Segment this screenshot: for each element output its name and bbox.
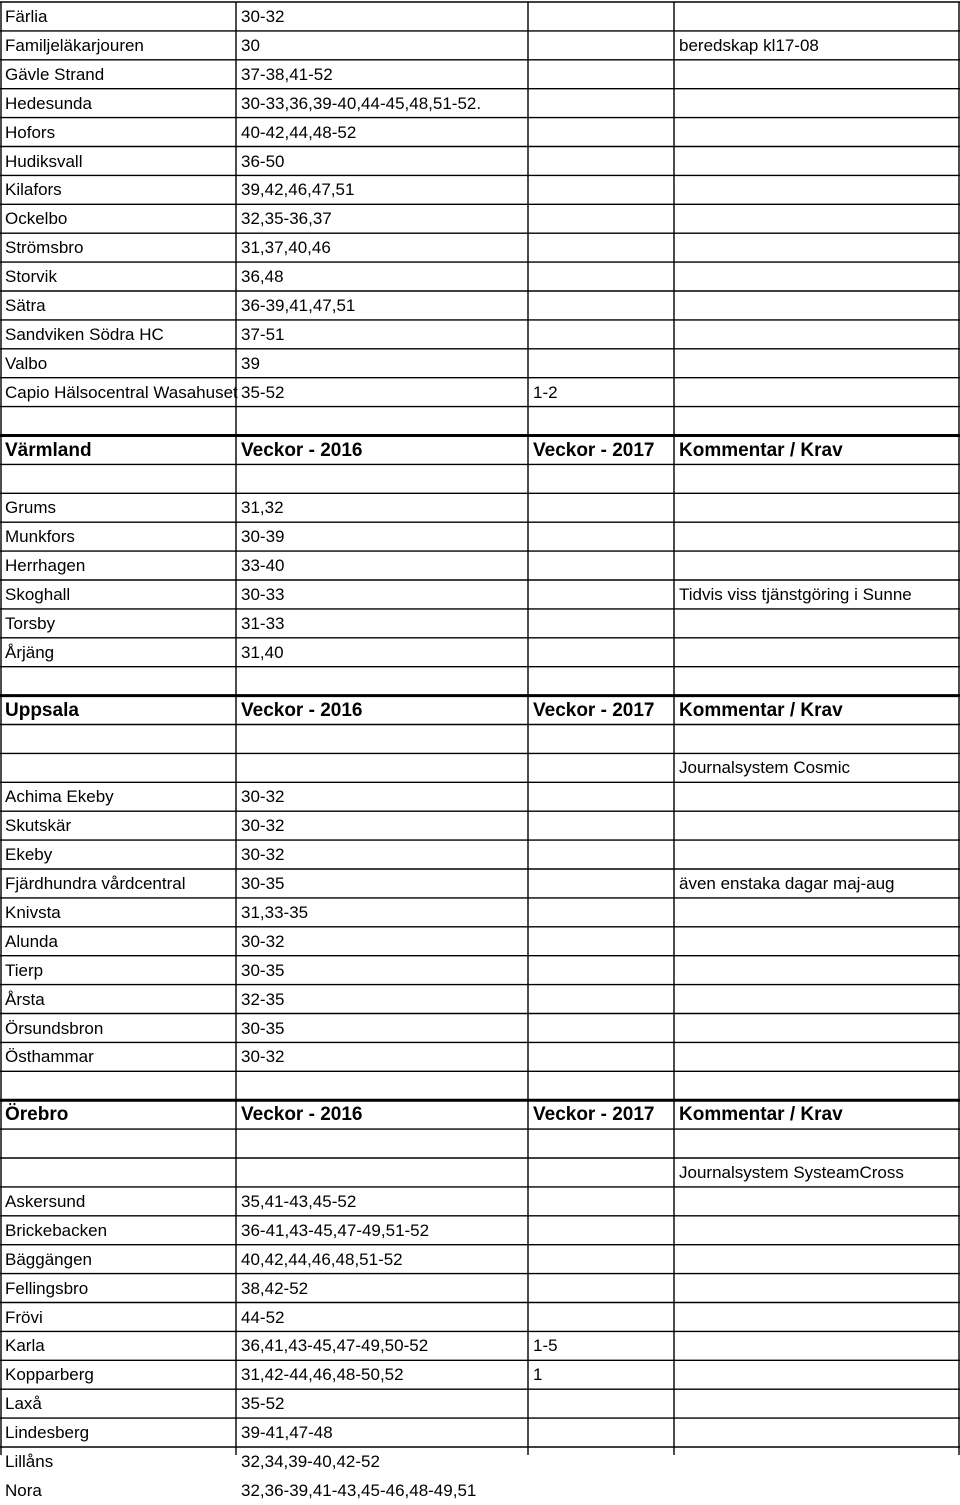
table-row bbox=[0, 262, 960, 291]
cell-location: Lillåns bbox=[5, 1452, 54, 1471]
cell-weeks-2016: 39 bbox=[241, 353, 260, 373]
table-row bbox=[0, 1187, 960, 1216]
cell-location: Sandviken Södra HC bbox=[5, 324, 164, 344]
header-comment: Kommentar / Krav bbox=[679, 699, 843, 721]
cell-weeks-2016: 30-32 bbox=[241, 1047, 285, 1067]
cell-weeks-2016 bbox=[236, 1158, 528, 1187]
table-row bbox=[0, 898, 960, 927]
cell-weeks-2017 bbox=[528, 2, 674, 31]
cell-comment bbox=[674, 60, 960, 89]
cell-location: Knivsta bbox=[5, 902, 61, 922]
cell-weeks-2016: 30-39 bbox=[241, 527, 285, 547]
cell-weeks-2016: 36-41,43-45,47-49,51-52 bbox=[241, 1220, 430, 1240]
cell-comment bbox=[674, 378, 960, 407]
header-comment: Kommentar / Krav bbox=[679, 1104, 843, 1126]
cell-location: Brickebacken bbox=[5, 1220, 108, 1240]
cell-comment bbox=[674, 2, 960, 31]
cell-location: Bäggängen bbox=[5, 1249, 92, 1269]
cell-location: Frövi bbox=[5, 1307, 43, 1327]
cell-weeks-2016: 30-32 bbox=[241, 931, 285, 951]
cell-location: Capio Hälsocentral Wasahuset bbox=[5, 382, 238, 402]
cell-weeks-2017 bbox=[528, 493, 674, 522]
blank-row bbox=[0, 667, 960, 696]
table-row bbox=[0, 782, 960, 811]
cell-weeks-2016: 37-51 bbox=[241, 324, 285, 344]
cell-location: Storvik bbox=[5, 267, 57, 287]
table-row bbox=[0, 1014, 960, 1043]
blank-row bbox=[0, 725, 960, 754]
cell-comment bbox=[674, 1274, 960, 1303]
cell-weeks-2016: 30-32 bbox=[241, 787, 285, 807]
table-row bbox=[0, 869, 960, 898]
cell-weeks-2017 bbox=[528, 1476, 674, 1505]
cell-comment bbox=[674, 956, 960, 985]
table-row bbox=[0, 1389, 960, 1418]
cell-weeks-2017 bbox=[528, 89, 674, 118]
table-row bbox=[0, 233, 960, 262]
cell-weeks-2017 bbox=[528, 60, 674, 89]
cell-weeks-2017 bbox=[528, 291, 674, 320]
cell-weeks-2017 bbox=[528, 638, 674, 667]
table-row bbox=[0, 985, 960, 1014]
cell-location: Munkfors bbox=[5, 527, 75, 547]
cell-weeks-2016: 39,42,46,47,51 bbox=[241, 180, 355, 200]
table-row bbox=[0, 1418, 960, 1447]
cell-weeks-2016: 38,42-52 bbox=[241, 1278, 309, 1298]
table-row bbox=[0, 204, 960, 233]
table-row bbox=[0, 1476, 960, 1505]
cell-location: Ekeby bbox=[5, 845, 53, 865]
cell-weeks-2017 bbox=[528, 580, 674, 609]
cell-weeks-2017 bbox=[528, 147, 674, 176]
cell-weeks-2017 bbox=[528, 898, 674, 927]
cell-location: Östhammar bbox=[5, 1047, 94, 1067]
cell-weeks-2017 bbox=[528, 1187, 674, 1216]
cell-weeks-2017 bbox=[528, 320, 674, 349]
cell-weeks-2017 bbox=[528, 522, 674, 551]
cell-weeks-2017: 1-2 bbox=[533, 382, 558, 402]
cell-comment bbox=[674, 147, 960, 176]
table-row bbox=[0, 118, 960, 147]
cell-comment bbox=[674, 1389, 960, 1418]
header-weeks-2017: Veckor - 2017 bbox=[533, 439, 655, 461]
cell-weeks-2016: 30-35 bbox=[241, 1018, 285, 1038]
cell-weeks-2016: 36,48 bbox=[241, 267, 284, 287]
table-row bbox=[0, 493, 960, 522]
header-location: Uppsala bbox=[5, 699, 79, 721]
cell-weeks-2017 bbox=[528, 1418, 674, 1447]
table-row bbox=[0, 1274, 960, 1303]
cell-weeks-2016: 32,34,39-40,42-52 bbox=[241, 1452, 380, 1471]
cell-location: Hudiksvall bbox=[5, 151, 83, 171]
cell-comment bbox=[674, 522, 960, 551]
cell-weeks-2017 bbox=[528, 349, 674, 378]
table-row bbox=[0, 89, 960, 118]
cell-weeks-2017 bbox=[528, 262, 674, 291]
cell-location: Karla bbox=[5, 1336, 45, 1356]
cell-location bbox=[0, 1158, 236, 1187]
cell-weeks-2017 bbox=[528, 204, 674, 233]
table-row bbox=[0, 927, 960, 956]
cell-weeks-2017 bbox=[528, 1447, 674, 1476]
cell-comment bbox=[674, 1245, 960, 1274]
blank-row bbox=[0, 1071, 960, 1100]
cell-weeks-2016: 30-32 bbox=[241, 7, 285, 26]
table-row bbox=[0, 31, 960, 60]
cell-comment bbox=[674, 551, 960, 580]
cell-comment bbox=[674, 89, 960, 118]
cell-weeks-2016: 31,37,40,46 bbox=[241, 238, 331, 258]
cell-comment bbox=[674, 1476, 960, 1505]
table-row bbox=[0, 1331, 960, 1360]
cell-location: Ockelbo bbox=[5, 209, 68, 229]
blank-row bbox=[0, 407, 960, 436]
cell-weeks-2016: 30 bbox=[241, 35, 260, 55]
table-row bbox=[0, 1447, 960, 1476]
cell-weeks-2017 bbox=[528, 869, 674, 898]
cell-location: Hedesunda bbox=[5, 93, 92, 113]
table-row bbox=[0, 753, 960, 782]
cell-comment bbox=[674, 1447, 960, 1476]
cell-weeks-2016: 32,36-39,41-43,45-46,48-49,51 bbox=[241, 1480, 477, 1500]
cell-weeks-2017 bbox=[528, 175, 674, 204]
table-row bbox=[0, 638, 960, 667]
cell-location: Grums bbox=[5, 498, 56, 518]
cell-comment bbox=[674, 1418, 960, 1447]
cell-comment bbox=[674, 782, 960, 811]
cell-weeks-2016: 39-41,47-48 bbox=[241, 1423, 333, 1443]
cell-location: Alunda bbox=[5, 931, 58, 951]
cell-location: Valbo bbox=[5, 353, 48, 373]
cell-location: Skoghall bbox=[5, 585, 71, 604]
cell-comment: Journalsystem SysteamCross bbox=[679, 1163, 904, 1182]
cell-comment bbox=[674, 638, 960, 667]
cell-weeks-2016: 31,33-35 bbox=[241, 902, 309, 922]
cell-weeks-2016: 35,41-43,45-52 bbox=[241, 1191, 357, 1211]
cell-weeks-2016: 35-52 bbox=[241, 382, 285, 402]
cell-weeks-2016: 37-38,41-52 bbox=[241, 64, 333, 84]
cell-comment bbox=[674, 927, 960, 956]
cell-weeks-2016: 31,42-44,46,48-50,52 bbox=[241, 1365, 404, 1385]
cell-comment bbox=[674, 1187, 960, 1216]
cell-weeks-2017 bbox=[528, 753, 674, 782]
table-row bbox=[0, 1216, 960, 1245]
cell-weeks-2016: 31,32 bbox=[241, 498, 284, 518]
cell-weeks-2017 bbox=[528, 985, 674, 1014]
cell-comment bbox=[674, 233, 960, 262]
cell-location: Kilafors bbox=[5, 180, 62, 200]
cell-location: Skutskär bbox=[5, 816, 72, 836]
cell-comment bbox=[674, 1331, 960, 1360]
cell-weeks-2017 bbox=[528, 1303, 674, 1332]
cell-weeks-2017 bbox=[528, 840, 674, 869]
cell-comment bbox=[674, 175, 960, 204]
cell-location: Färlia bbox=[5, 7, 48, 26]
cell-comment bbox=[674, 1014, 960, 1043]
table-row bbox=[0, 2, 960, 31]
cell-location: Laxå bbox=[5, 1394, 42, 1414]
cell-weeks-2016: 30-32 bbox=[241, 816, 285, 836]
cell-comment bbox=[674, 985, 960, 1014]
table-row bbox=[0, 349, 960, 378]
cell-weeks-2016 bbox=[236, 753, 528, 782]
cell-comment bbox=[674, 204, 960, 233]
header-comment: Kommentar / Krav bbox=[679, 439, 843, 461]
cell-comment: även enstaka dagar maj-aug bbox=[679, 874, 895, 893]
header-weeks-2016: Veckor - 2016 bbox=[241, 699, 363, 721]
cell-location: Hofors bbox=[5, 122, 56, 142]
cell-comment bbox=[674, 1216, 960, 1245]
cell-location: Familjeläkarjouren bbox=[5, 35, 144, 55]
table-row bbox=[0, 840, 960, 869]
cell-weeks-2017 bbox=[528, 1216, 674, 1245]
cell-weeks-2017 bbox=[528, 811, 674, 840]
table-row bbox=[0, 1245, 960, 1274]
cell-weeks-2016: 30-33 bbox=[241, 585, 285, 604]
cell-weeks-2016: 30-35 bbox=[241, 960, 285, 980]
cell-weeks-2016: 31,40 bbox=[241, 642, 284, 662]
cell-comment bbox=[674, 609, 960, 638]
section-header-row bbox=[0, 696, 960, 725]
table-row bbox=[0, 320, 960, 349]
header-weeks-2017: Veckor - 2017 bbox=[533, 699, 655, 721]
cell-weeks-2016: 36,41,43-45,47-49,50-52 bbox=[241, 1336, 429, 1356]
cell-location: Strömsbro bbox=[5, 238, 84, 258]
cell-location: Sätra bbox=[5, 296, 46, 315]
cell-location: Achima Ekeby bbox=[5, 787, 114, 807]
cell-comment bbox=[674, 493, 960, 522]
header-location: Örebro bbox=[5, 1104, 69, 1126]
table-row bbox=[0, 580, 960, 609]
cell-weeks-2017 bbox=[528, 1274, 674, 1303]
cell-location: Kopparberg bbox=[5, 1365, 94, 1385]
cell-weeks-2017: 1-5 bbox=[533, 1336, 558, 1356]
section-header-row bbox=[0, 1100, 960, 1129]
cell-weeks-2017 bbox=[528, 956, 674, 985]
cell-comment: Journalsystem Cosmic bbox=[679, 758, 850, 778]
table-row bbox=[0, 1360, 960, 1389]
cell-weeks-2016: 32,35-36,37 bbox=[241, 209, 332, 229]
header-weeks-2016: Veckor - 2016 bbox=[241, 439, 363, 461]
cell-comment bbox=[674, 118, 960, 147]
cell-comment bbox=[674, 898, 960, 927]
section-header-row bbox=[0, 436, 960, 465]
cell-weeks-2017 bbox=[528, 927, 674, 956]
cell-comment bbox=[674, 320, 960, 349]
cell-weeks-2017 bbox=[528, 233, 674, 262]
cell-comment bbox=[674, 349, 960, 378]
header-location: Värmland bbox=[5, 439, 92, 461]
cell-comment bbox=[674, 811, 960, 840]
cell-comment bbox=[674, 840, 960, 869]
cell-weeks-2017 bbox=[528, 31, 674, 60]
cell-weeks-2016: 40-42,44,48-52 bbox=[241, 122, 357, 142]
table-row bbox=[0, 291, 960, 320]
table-row bbox=[0, 609, 960, 638]
cell-weeks-2016: 31-33 bbox=[241, 613, 285, 633]
cell-weeks-2016: 36-39,41,47,51 bbox=[241, 296, 356, 315]
cell-comment bbox=[674, 1360, 960, 1389]
cell-weeks-2017 bbox=[528, 1014, 674, 1043]
cell-weeks-2016: 40,42,44,46,48,51-52 bbox=[241, 1249, 403, 1269]
blank-row bbox=[0, 464, 960, 493]
cell-weeks-2017 bbox=[528, 609, 674, 638]
cell-location bbox=[0, 753, 236, 782]
table-row bbox=[0, 1158, 960, 1187]
cell-weeks-2017 bbox=[528, 782, 674, 811]
table-row bbox=[0, 1303, 960, 1332]
cell-comment: Tidvis viss tjänstgöring i Sunne bbox=[679, 585, 912, 604]
cell-weeks-2016: 36-50 bbox=[241, 151, 285, 171]
table-row bbox=[0, 147, 960, 176]
header-weeks-2016: Veckor - 2016 bbox=[241, 1104, 363, 1126]
cell-weeks-2017 bbox=[528, 1245, 674, 1274]
cell-location: Askersund bbox=[5, 1191, 86, 1211]
cell-comment bbox=[674, 262, 960, 291]
cell-weeks-2016: 30-32 bbox=[241, 845, 285, 865]
table-row bbox=[0, 522, 960, 551]
cell-comment: beredskap kl17-08 bbox=[679, 35, 819, 55]
cell-weeks-2017 bbox=[528, 1158, 674, 1187]
cell-weeks-2016: 33-40 bbox=[241, 556, 285, 576]
cell-weeks-2017 bbox=[528, 1389, 674, 1418]
table-row bbox=[0, 956, 960, 985]
cell-weeks-2017 bbox=[528, 551, 674, 580]
cell-location: Årsta bbox=[5, 989, 45, 1009]
cell-weeks-2016: 30-33,36,39-40,44-45,48,51-52. bbox=[241, 93, 482, 113]
table-row bbox=[0, 551, 960, 580]
cell-comment bbox=[674, 1303, 960, 1332]
blank-row bbox=[0, 1129, 960, 1158]
table-row bbox=[0, 811, 960, 840]
cell-location: Gävle Strand bbox=[5, 64, 105, 84]
table-row bbox=[0, 1042, 960, 1071]
cell-location: Tierp bbox=[5, 960, 44, 980]
cell-location: Örsundsbron bbox=[5, 1018, 104, 1038]
table-row bbox=[0, 378, 960, 407]
cell-comment bbox=[674, 291, 960, 320]
cell-location: Fjärdhundra vårdcentral bbox=[5, 874, 186, 893]
table-row bbox=[0, 60, 960, 89]
cell-weeks-2016: 30-35 bbox=[241, 874, 285, 893]
cell-weeks-2016: 44-52 bbox=[241, 1307, 285, 1327]
table-row bbox=[0, 175, 960, 204]
cell-location: Fellingsbro bbox=[5, 1278, 89, 1298]
cell-weeks-2017: 1 bbox=[533, 1365, 543, 1385]
cell-weeks-2016: 32-35 bbox=[241, 989, 285, 1009]
cell-location: Nora bbox=[5, 1480, 42, 1500]
cell-comment bbox=[674, 1042, 960, 1071]
cell-location: Årjäng bbox=[5, 642, 55, 662]
header-weeks-2017: Veckor - 2017 bbox=[533, 1104, 655, 1126]
cell-weeks-2017 bbox=[528, 1042, 674, 1071]
cell-location: Herrhagen bbox=[5, 556, 86, 576]
cell-location: Torsby bbox=[5, 613, 56, 633]
cell-location: Lindesberg bbox=[5, 1423, 90, 1443]
cell-weeks-2016: 35-52 bbox=[241, 1394, 285, 1414]
cell-weeks-2017 bbox=[528, 118, 674, 147]
